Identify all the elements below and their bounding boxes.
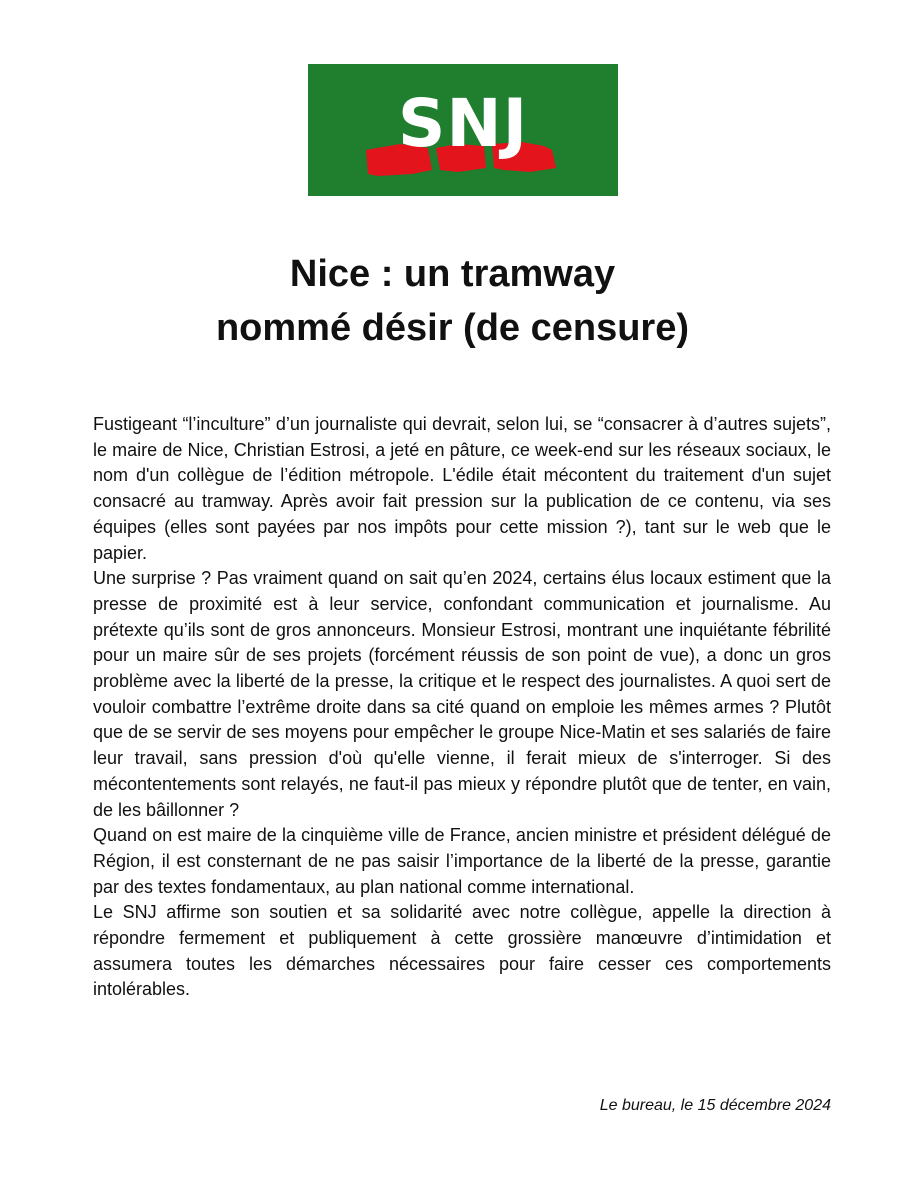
snj-logo — [308, 64, 618, 196]
body-text — [93, 412, 831, 1003]
document-title — [0, 247, 905, 355]
title-line-1: Nice : un tramway — [289, 253, 616, 295]
signature: Le bureau, le 15 décembre 2024 — [599, 1097, 831, 1114]
paragraph: Le SNJ affirme son soutien et sa solidarité avec notre collègue, appelle la direction à répondre fermement et publiquement à cette grossière manœuvre d’intimidation et assumera toutes les démarches nécessaires pour faire cesser ces comportements intolérables. — [93, 902, 831, 1000]
paragraph: Quand on est maire de la cinquième ville de France, ancien ministre et président délégué de Région, il est consternant de ne pas saisir l’importance de la liberté de la presse, garantie par des textes fondamentaux, au plan national comme international. — [93, 825, 831, 897]
logo-text: SNJ — [397, 85, 529, 162]
snj-logo-graphic — [308, 64, 618, 196]
title-line-2: nommé désir (de censure) — [215, 307, 690, 349]
paragraph: Fustigeant “l’inculture” d’un journaliste qui devrait, selon lui, se “consacrer à d’autres sujets”, le maire de Nice, Christian Estrosi, a jeté en pâture, ce week-end sur les réseaux sociaux, le nom d'un collègue de l’édition métropole. L'édile était mécontent du traitement d'un sujet consacré au tramway. Après avoir fait pression sur la publication de ce contenu, via ses équipes (elles sont payées par nos impôts pour cette mission ?), tant sur le web que le papier. — [93, 414, 831, 563]
paragraph: Une surprise ? Pas vraiment quand on sait qu’en 2024, certains élus locaux estiment que la presse de proximité est à leur service, confondant communication et journalisme. Au prétexte qu’ils sont de gros annonceurs. Monsieur Estrosi, montrant une inquiétante fébrilité pour un maire sûr de ses projets (forcément réussis de son point de vue), a donc un gros problème avec la liberté de la presse, la critique et le respect des journalistes. A quoi sert de vouloir combattre l’extrême droite dans sa cité quand on emploie les mêmes armes ? Plutôt que de se servir de ses moyens pour empêcher le groupe Nice-Matin et ses salariés de faire leur travail, sans pression d'où qu'elle vienne, il ferait mieux de s'interroger. Si des mécontentements sont relayés, ne faut-il pas mieux y répondre plutôt que de tenter, en vain, de les bâillonner ? — [93, 568, 831, 820]
